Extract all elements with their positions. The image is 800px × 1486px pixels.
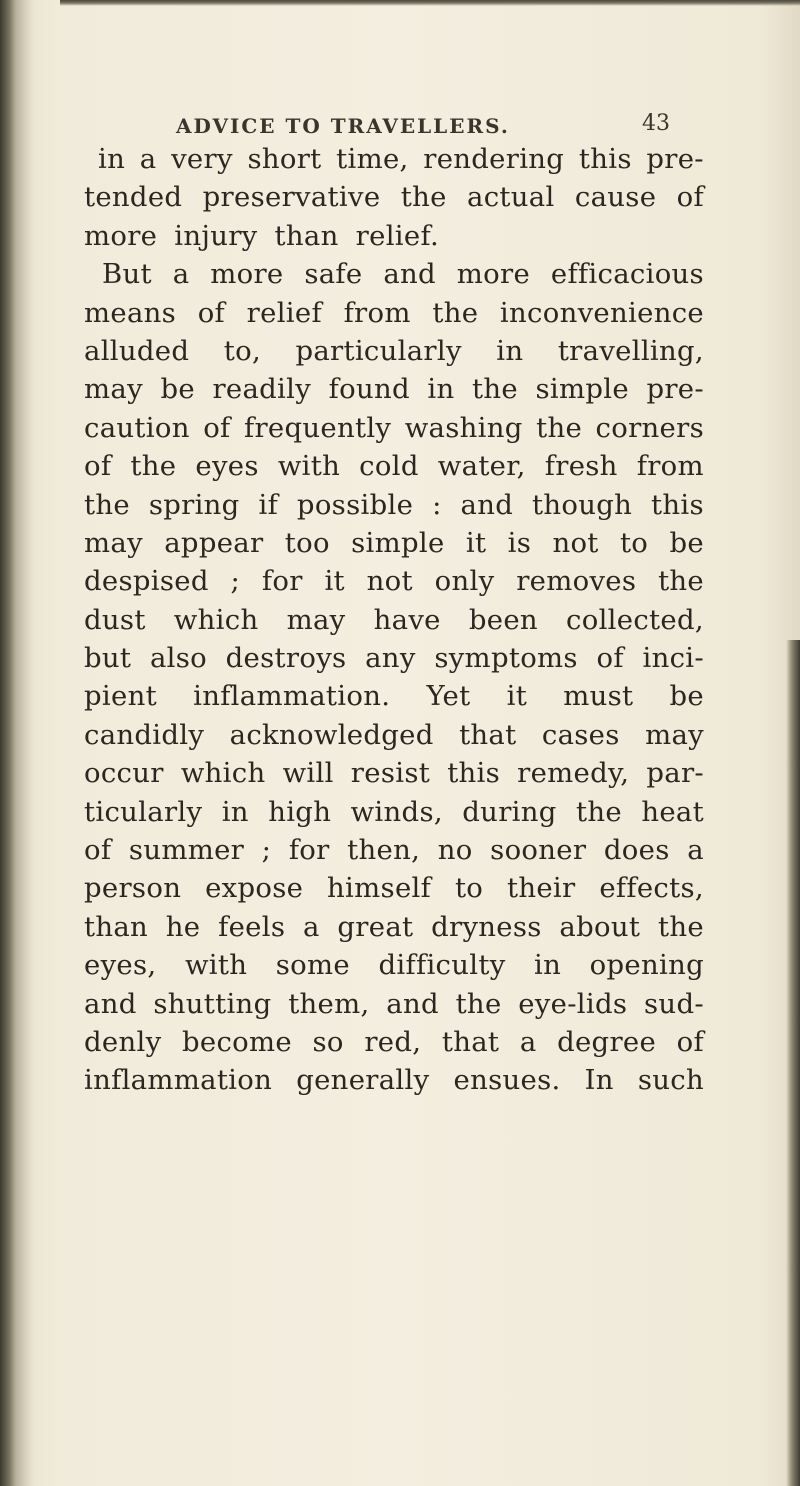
text-line: more injury than relief. <box>84 219 439 252</box>
text-line: eyes, with some difficulty in opening <box>84 949 704 982</box>
running-head: ADVICE TO TRAVELLERS. <box>176 114 510 138</box>
text-line: caution of frequently washing the corners <box>84 411 704 444</box>
text-line: of summer ; for then, no sooner does a <box>84 834 704 867</box>
body-text <box>84 140 704 1100</box>
text-line: despised ; for it not only removes the <box>84 565 704 598</box>
text-line: alluded to, particularly in travelling, <box>84 334 704 367</box>
text-line: tended preservative the actual cause of <box>84 181 704 214</box>
text-line: the spring if possible : and though this <box>84 488 704 521</box>
text-line: may appear too simple it is not to be <box>84 526 704 559</box>
text-line: dust which may have been collected, <box>84 603 704 636</box>
text-line: But a more safe and more efficacious <box>102 258 704 291</box>
text-line: occur which will resist this remedy, par- <box>84 757 704 790</box>
text-line: denly become so red, that a degree of <box>84 1025 704 1058</box>
page-number: 43 <box>642 111 670 136</box>
text-line: means of relief from the inconvenience <box>84 296 704 329</box>
page-top-edge <box>60 0 800 6</box>
text-line: may be readily found in the simple pre- <box>84 373 704 406</box>
text-line: than he feels a great dryness about the <box>84 910 704 943</box>
book-spine-shadow <box>0 0 34 1486</box>
text-line: but also destroys any symptoms of inci- <box>84 642 704 675</box>
text-line: person expose himself to their effects, <box>84 872 704 905</box>
text-line: inflammation generally ensues. In such <box>84 1064 704 1097</box>
text-line: in a very short time, rendering this pre- <box>98 143 704 175</box>
text-line: of the eyes with cold water, fresh from <box>84 450 704 483</box>
text-line: pient inflammation. Yet it must be <box>84 680 704 713</box>
text-line: ticularly in high winds, during the heat <box>84 795 704 828</box>
text-line: candidly acknowledged that cases may <box>84 718 704 751</box>
text-line: and shutting them, and the eye-lids sud- <box>84 987 704 1020</box>
page-right-edge <box>786 640 800 1486</box>
